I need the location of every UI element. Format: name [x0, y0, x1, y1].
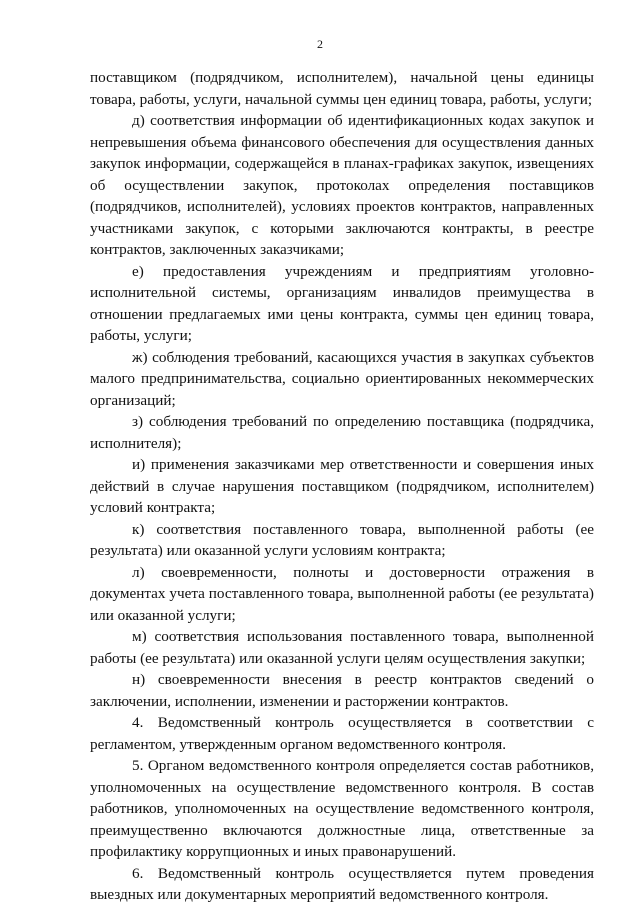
paragraph-item-n: н) своевременности внесения в реестр контрактов сведений о заключении, исполнении, изменении и расторжении контрактов. [90, 671, 594, 710]
paragraph-continuation: поставщиком (подрядчиком, исполнителем), начальной цены единицы товара, работы, услуги, начальной суммы цен единиц товара, работы, услуги; [90, 69, 594, 108]
paragraph-item-l: л) своевременности, полноты и достоверности отражения в документах учета поставленного товара, выполненной работы (ее результата) или оказанной услуги; [90, 563, 594, 624]
paragraph-item-z: з) соблюдения требований по определению поставщика (подрядчика, исполнителя); [90, 413, 594, 452]
paragraph-item-d: д) соответствия информации об идентификационных кодах закупок и непревышения объема финансового обеспечения для осуществления данных закупок информации, содержащейся в планах-графиках закупок, извещениях об осуществлении закупок, протоколах определения поставщиков (подрядчиков, исполнителей), условиях проектов контрактов, направленных участниками закупок, с которыми заключаются контракты, в реестре контрактов, заключенных заказчиками; [90, 112, 594, 258]
paragraph-item-m: м) соответствия использования поставленного товара, выполненной работы (ее результата) или оказанной услуги целям осуществления закупки; [90, 628, 594, 667]
paragraph-item-k: к) соответствия поставленного товара, выполненной работы (ее результата) или оказанной услуги условиям контракта; [90, 520, 594, 559]
paragraph-item-e: е) предоставления учреждениям и предприятиям уголовно-исполнительной системы, организациям инвалидов преимущества в отношении предлагаемых ими цены контракта, суммы цен единиц товара, работы, услуги; [90, 262, 594, 344]
document-body [90, 67, 594, 906]
paragraph-section-6: 6. Ведомственный контроль осуществляется путем проведения выездных или документарных мероприятий ведомственного контроля. [90, 864, 594, 903]
paragraph-section-4: 4. Ведомственный контроль осуществляется в соответствии с регламентом, утвержденным органом ведомственного контроля. [90, 714, 594, 753]
paragraph-section-5: 5. Органом ведомственного контроля определяется состав работников, уполномоченных на осуществление ведомственного контроля. В состав работников, уполномоченных на осуществление ведомственного контроля, преимущественно включаются должностные лица, ответственные за профилактику коррупционных и иных правонарушений. [90, 757, 594, 860]
paragraph-item-i: и) применения заказчиками мер ответственности и совершения иных действий в случае нарушения поставщиком (подрядчиком, исполнителем) условий контракта; [90, 456, 594, 516]
page-number: 2 [317, 37, 323, 51]
paragraph-item-zh: ж) соблюдения требований, касающихся участия в закупках субъектов малого предпринимательства, социально ориентированных некоммерческих организаций; [90, 348, 594, 409]
